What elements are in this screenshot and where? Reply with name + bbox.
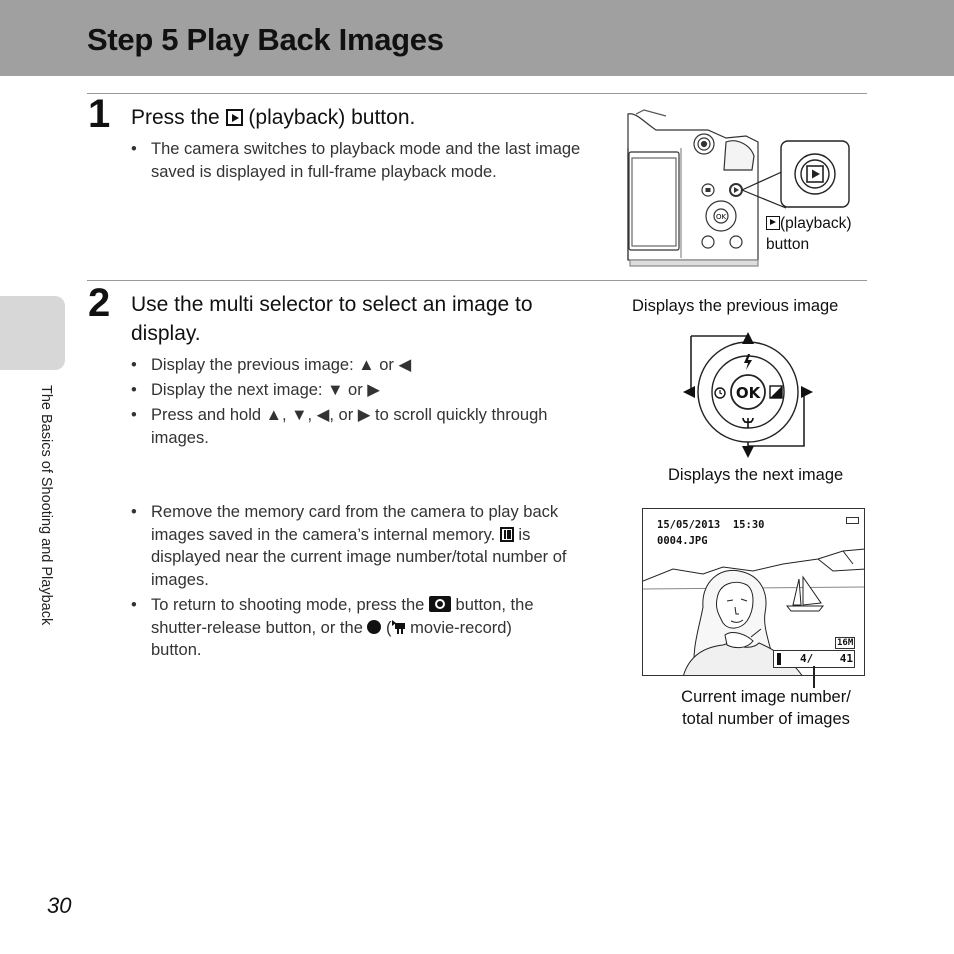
section-label: The Basics of Shooting and Playback <box>38 385 54 626</box>
svg-text:OK: OK <box>715 213 727 221</box>
step1-heading-pre: Press the <box>131 106 220 129</box>
internal-memory-indicator <box>777 653 781 665</box>
ok-button-label: OK <box>735 384 761 402</box>
label-next-image: Displays the next image <box>668 466 844 484</box>
step1-heading <box>131 103 415 132</box>
screen-datetime: 15/05/2013 15:30 <box>657 519 765 531</box>
camera-icon <box>429 596 451 612</box>
divider <box>87 280 867 281</box>
step2-heading: Use the multi selector to select an image to display. <box>131 293 533 345</box>
step-number: 1 <box>88 92 111 136</box>
record-dot-icon <box>367 620 381 634</box>
battery-icon <box>846 517 859 524</box>
playback-screen <box>642 508 865 676</box>
playback-icon <box>766 216 780 230</box>
movie-icon <box>392 620 406 634</box>
multi-selector-diagram <box>678 322 818 464</box>
playback-button-callout: (playback) button <box>766 215 852 253</box>
step-number: 2 <box>88 281 111 325</box>
label-previous-image: Displays the previous image <box>632 297 839 315</box>
playback-icon <box>226 109 243 126</box>
step1-heading-post: (playback) button. <box>248 106 416 129</box>
counter-leader-line <box>813 666 815 688</box>
page-number: 30 <box>47 893 72 918</box>
screen-filename: 0004.JPG <box>657 535 708 547</box>
image-size-badge: 16M <box>837 638 854 648</box>
section-tab <box>0 296 65 370</box>
page-title: Step 5 Play Back Images <box>87 22 444 57</box>
counter-text: 4/ 41 <box>800 652 853 665</box>
internal-memory-icon <box>500 527 514 542</box>
page-header <box>0 0 954 76</box>
divider <box>87 93 867 94</box>
counter-caption: Current image number/ total number of images <box>681 688 851 728</box>
